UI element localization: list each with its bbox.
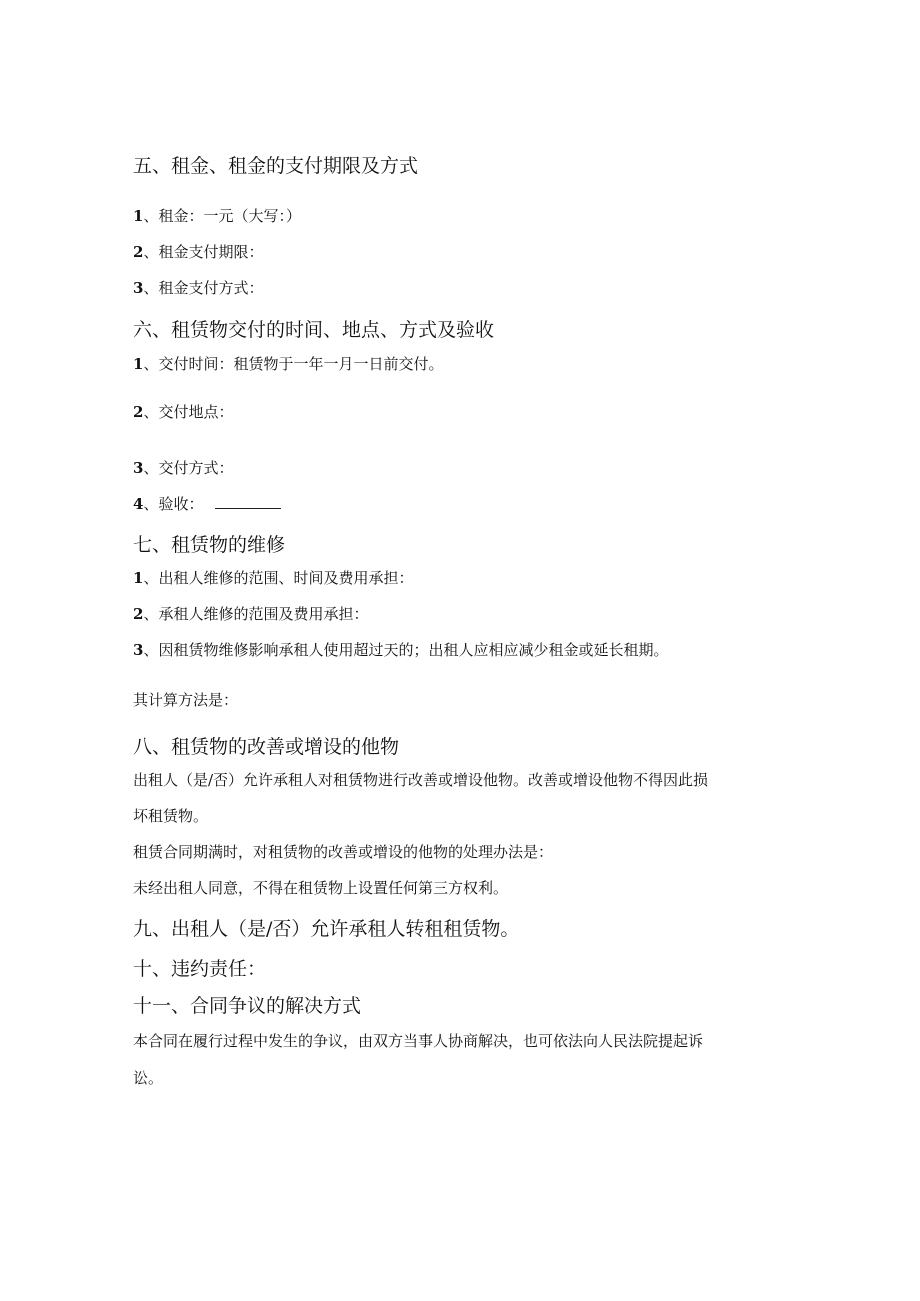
section-8-line-1: 出租人（是/否）允许承租人对租赁物进行改善或增设他物。改善或增设他物不得因此损 — [133, 771, 709, 789]
section-5-item-1: 1、租金：一元（大写：） — [133, 207, 301, 225]
section-11-heading: 十一、合同争议的解决方式 — [133, 995, 362, 1017]
section-8-line-3: 租赁合同期满时，对租赁物的改善或增设的他物的处理办法是： — [133, 843, 554, 861]
section-7-item-2: 2、承租人维修的范围及费用承担： — [133, 605, 369, 623]
section-6-item-4: 4、验收： — [133, 493, 281, 514]
section-8-line-4: 未经出租人同意，不得在租赁物上设置任何第三方权利。 — [133, 879, 509, 897]
section-7-item-1: 1、出租人维修的范围、时间及费用承担： — [133, 569, 414, 587]
section-9-heading: 九、出租人（是/否）允许承租人转租租赁物。 — [133, 918, 520, 940]
section-8-line-2: 坏租赁物。 — [133, 807, 209, 825]
section-6-item-2: 2、交付地点： — [133, 403, 234, 421]
section-6-item-3: 3、交付方式： — [133, 459, 234, 477]
section-7-heading: 七、租赁物的维修 — [133, 534, 286, 556]
section-7-item-3: 3、因租赁物维修影响承租人使用超过天的；出租人应相应减少租金或延长租期。 — [133, 641, 669, 659]
section-7-note: 其计算方法是： — [133, 691, 239, 709]
section-11-line-2: 讼。 — [133, 1069, 164, 1087]
section-5-item-3: 3、租金支付方式： — [133, 279, 264, 297]
section-5-item-2: 2、租金支付期限： — [133, 243, 264, 261]
section-8-heading: 八、租赁物的改善或增设的他物 — [133, 736, 400, 758]
section-11-line-1: 本合同在履行过程中发生的争议，由双方当事人协商解决，也可依法向人民法院提起诉 — [133, 1032, 704, 1050]
section-5-heading: 五、租金、租金的支付期限及方式 — [133, 155, 419, 177]
section-6-heading: 六、租赁物交付的时间、地点、方式及验收 — [133, 319, 495, 341]
section-6-item-1: 1、交付时间：租赁物于一年一月一日前交付。 — [133, 355, 444, 373]
section-10-heading: 十、违约责任： — [133, 958, 267, 980]
acceptance-blank-line — [215, 496, 281, 509]
